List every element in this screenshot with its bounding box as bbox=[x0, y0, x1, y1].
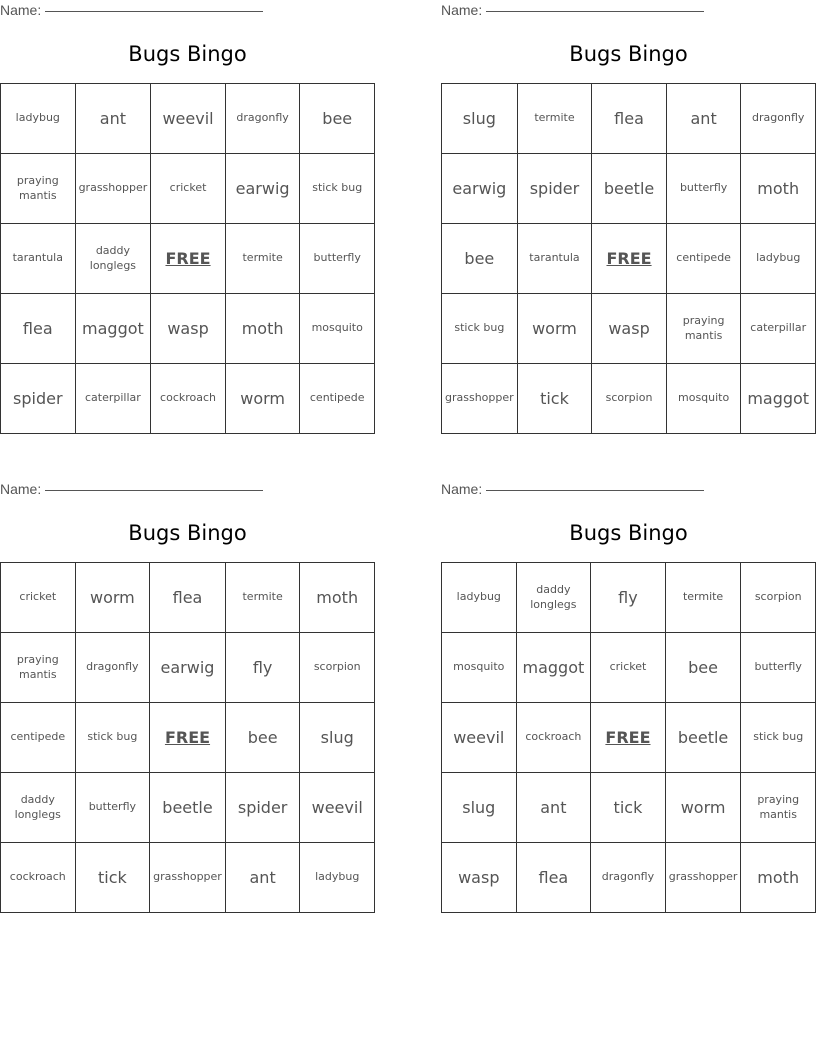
bingo-cell[interactable]: centipede bbox=[1, 703, 76, 773]
bingo-cell[interactable]: spider bbox=[1, 364, 76, 434]
bingo-cell[interactable]: earwig bbox=[442, 154, 518, 224]
bingo-card bbox=[441, 479, 816, 909]
bingo-cell[interactable]: spider bbox=[226, 773, 301, 843]
bingo-cell[interactable]: maggot bbox=[517, 633, 592, 703]
bingo-cell[interactable]: worm bbox=[518, 294, 593, 364]
bingo-cell[interactable]: stick bug bbox=[76, 703, 151, 773]
bingo-cell[interactable]: tick bbox=[76, 843, 151, 913]
bingo-cell[interactable]: daddy longlegs bbox=[517, 563, 592, 633]
bingo-cell[interactable]: praying mantis bbox=[667, 294, 742, 364]
bingo-grid bbox=[0, 83, 375, 434]
card-title: Bugs Bingo bbox=[128, 42, 247, 66]
bingo-cell[interactable]: butterfly bbox=[300, 224, 375, 294]
bingo-cell[interactable]: stick bug bbox=[300, 154, 375, 224]
bingo-cell[interactable]: daddy longlegs bbox=[76, 224, 152, 294]
bingo-cell[interactable]: dragonfly bbox=[226, 84, 301, 154]
bingo-cell[interactable]: moth bbox=[741, 154, 816, 224]
bingo-cell[interactable]: termite bbox=[666, 563, 742, 633]
bingo-cell[interactable]: weevil bbox=[442, 703, 517, 773]
bingo-cell[interactable]: earwig bbox=[226, 154, 301, 224]
bingo-cell[interactable]: flea bbox=[517, 843, 592, 913]
bingo-cell[interactable]: beetle bbox=[592, 154, 667, 224]
bingo-cell[interactable]: ant bbox=[667, 84, 742, 154]
free-space-cell[interactable]: FREE bbox=[151, 224, 226, 294]
bingo-grid bbox=[441, 562, 816, 913]
bingo-cell[interactable]: worm bbox=[666, 773, 742, 843]
free-space-cell[interactable]: FREE bbox=[150, 703, 226, 773]
bingo-grid bbox=[441, 83, 816, 434]
bingo-cell[interactable]: slug bbox=[442, 773, 517, 843]
bingo-cell[interactable]: termite bbox=[226, 224, 301, 294]
bingo-card bbox=[441, 0, 816, 430]
bingo-cell[interactable]: centipede bbox=[667, 224, 742, 294]
bingo-cell[interactable]: maggot bbox=[741, 364, 816, 434]
bingo-cell[interactable]: wasp bbox=[151, 294, 226, 364]
bingo-cell[interactable]: flea bbox=[150, 563, 226, 633]
name-label: Name: bbox=[0, 2, 42, 18]
bingo-cell[interactable]: daddy longlegs bbox=[1, 773, 76, 843]
name-label: Name: bbox=[441, 481, 483, 497]
bingo-cell[interactable]: fly bbox=[226, 633, 301, 703]
bingo-cell[interactable]: bee bbox=[226, 703, 301, 773]
bingo-cell[interactable]: ant bbox=[226, 843, 301, 913]
bingo-cell[interactable]: maggot bbox=[76, 294, 152, 364]
name-line[interactable] bbox=[45, 11, 263, 12]
card-title: Bugs Bingo bbox=[569, 521, 688, 545]
free-space-cell[interactable]: FREE bbox=[592, 224, 667, 294]
bingo-cell[interactable]: flea bbox=[592, 84, 667, 154]
bingo-cell[interactable]: butterfly bbox=[76, 773, 151, 843]
bingo-cell[interactable]: fly bbox=[591, 563, 666, 633]
bingo-cell[interactable]: cricket bbox=[591, 633, 666, 703]
bingo-cell[interactable]: scorpion bbox=[300, 633, 375, 703]
bingo-cell[interactable]: wasp bbox=[592, 294, 667, 364]
bingo-cell[interactable]: moth bbox=[741, 843, 816, 913]
bingo-cell[interactable]: weevil bbox=[300, 773, 375, 843]
bingo-cell[interactable]: caterpillar bbox=[741, 294, 816, 364]
bingo-cell[interactable]: ladybug bbox=[741, 224, 816, 294]
name-label: Name: bbox=[0, 481, 42, 497]
name-line[interactable] bbox=[45, 490, 263, 491]
bingo-cell[interactable]: spider bbox=[518, 154, 593, 224]
bingo-cell[interactable]: ant bbox=[76, 84, 152, 154]
bingo-cell[interactable]: praying mantis bbox=[1, 154, 76, 224]
bingo-cell[interactable]: beetle bbox=[150, 773, 226, 843]
bingo-cell[interactable]: butterfly bbox=[667, 154, 742, 224]
bingo-cell[interactable]: stick bug bbox=[442, 294, 518, 364]
bingo-cell[interactable]: ladybug bbox=[300, 843, 375, 913]
bingo-cell[interactable]: cricket bbox=[151, 154, 226, 224]
bingo-cell[interactable]: cockroach bbox=[517, 703, 592, 773]
bingo-cell[interactable]: flea bbox=[1, 294, 76, 364]
bingo-cell[interactable]: cricket bbox=[1, 563, 76, 633]
bingo-cell[interactable]: ladybug bbox=[442, 563, 517, 633]
bingo-cell[interactable]: centipede bbox=[300, 364, 375, 434]
name-field[interactable] bbox=[0, 2, 263, 20]
bingo-cell[interactable]: grasshopper bbox=[442, 364, 518, 434]
bingo-cell[interactable]: ant bbox=[517, 773, 592, 843]
name-field[interactable] bbox=[441, 2, 704, 20]
bingo-cell[interactable]: tick bbox=[518, 364, 593, 434]
name-field[interactable] bbox=[0, 481, 263, 499]
bingo-cell[interactable]: caterpillar bbox=[76, 364, 152, 434]
card-title: Bugs Bingo bbox=[128, 521, 247, 545]
bingo-cell[interactable]: tarantula bbox=[1, 224, 76, 294]
name-line[interactable] bbox=[486, 11, 704, 12]
bingo-cell[interactable]: mosquito bbox=[442, 633, 517, 703]
bingo-cell[interactable]: tick bbox=[591, 773, 666, 843]
bingo-cell[interactable]: moth bbox=[226, 294, 301, 364]
card-title: Bugs Bingo bbox=[569, 42, 688, 66]
bingo-cell[interactable]: wasp bbox=[442, 843, 517, 913]
bingo-cell[interactable]: termite bbox=[226, 563, 301, 633]
bingo-cell[interactable]: stick bug bbox=[741, 703, 816, 773]
bingo-cell[interactable]: earwig bbox=[150, 633, 226, 703]
bingo-cell[interactable]: dragonfly bbox=[76, 633, 151, 703]
bingo-cell[interactable]: slug bbox=[442, 84, 518, 154]
bingo-grid bbox=[0, 562, 375, 913]
bingo-cell[interactable]: butterfly bbox=[741, 633, 816, 703]
bingo-cell[interactable]: bee bbox=[666, 633, 742, 703]
bingo-cell[interactable]: tarantula bbox=[518, 224, 593, 294]
bingo-cell[interactable]: scorpion bbox=[592, 364, 667, 434]
bingo-cell[interactable]: scorpion bbox=[741, 563, 816, 633]
bingo-cell[interactable]: praying mantis bbox=[1, 633, 76, 703]
bingo-card bbox=[0, 0, 375, 430]
name-label: Name: bbox=[441, 2, 483, 18]
free-space-cell[interactable]: FREE bbox=[591, 703, 666, 773]
bingo-cell[interactable]: mosquito bbox=[300, 294, 375, 364]
bingo-cell[interactable]: mosquito bbox=[667, 364, 742, 434]
bingo-cell[interactable]: beetle bbox=[666, 703, 742, 773]
bingo-cell[interactable]: grasshopper bbox=[666, 843, 742, 913]
bingo-cell[interactable]: weevil bbox=[151, 84, 226, 154]
bingo-cell[interactable]: cockroach bbox=[151, 364, 226, 434]
bingo-cell[interactable]: termite bbox=[518, 84, 593, 154]
bingo-cell[interactable]: worm bbox=[226, 364, 301, 434]
bingo-cell[interactable]: ladybug bbox=[1, 84, 76, 154]
bingo-cell[interactable]: dragonfly bbox=[741, 84, 816, 154]
bingo-card bbox=[0, 479, 375, 909]
bingo-cell[interactable]: grasshopper bbox=[76, 154, 152, 224]
bingo-cell[interactable]: dragonfly bbox=[591, 843, 666, 913]
bingo-cell[interactable]: slug bbox=[300, 703, 375, 773]
bingo-cell[interactable]: bee bbox=[300, 84, 375, 154]
bingo-cell[interactable]: worm bbox=[76, 563, 151, 633]
bingo-cell[interactable]: moth bbox=[300, 563, 375, 633]
bingo-cell[interactable]: praying mantis bbox=[741, 773, 816, 843]
name-field[interactable] bbox=[441, 481, 704, 499]
name-line[interactable] bbox=[486, 490, 704, 491]
bingo-cell[interactable]: cockroach bbox=[1, 843, 76, 913]
bingo-cell[interactable]: bee bbox=[442, 224, 518, 294]
bingo-cell[interactable]: grasshopper bbox=[150, 843, 226, 913]
